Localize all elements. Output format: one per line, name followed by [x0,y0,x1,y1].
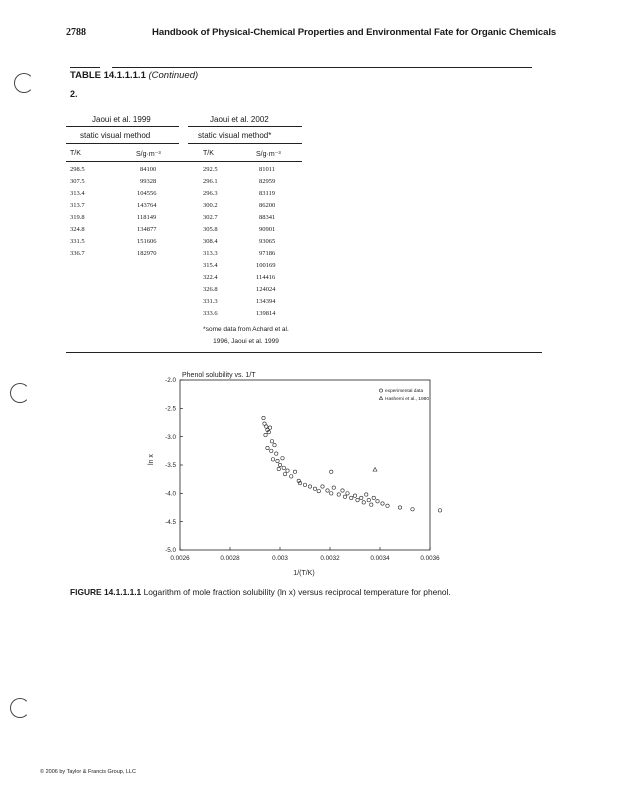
data-point-s0-32 [337,493,340,496]
data-point-s0-18 [286,469,289,472]
g2-t-1: 296.1 [203,178,218,185]
g1-s-7: 182970 [137,250,157,257]
chart-title: Phenol solubility vs. 1/T [182,372,256,379]
g2-t-10: 326.8 [203,286,218,293]
g1-t-5: 324.8 [70,226,85,233]
g1-t-1: 307.5 [70,178,85,185]
g1-t-7: 336.7 [70,250,85,257]
x-tick-label-1: 0.0028 [220,555,240,562]
y-tick-label-6: -5.0 [165,547,176,555]
table-note-line2: 1996, Jaoui et al. 1999 [213,338,279,345]
group2-rule-1 [188,126,302,127]
data-point-s0-8 [266,446,269,449]
x-tick-label-5: 0.0036 [420,555,440,562]
g1-s-6: 151606 [137,238,157,245]
y-tick-label-5: -4.5 [165,518,176,526]
data-point-s0-6 [268,426,271,429]
g2-s-6: 93065 [259,238,276,245]
data-point-s0-42 [367,498,370,501]
table-title-number: TABLE 14.1.1.1.1 [70,70,146,81]
group2-col-s: S/g·m⁻³ [256,151,281,158]
figure-caption-text: Logarithm of mole fraction solubility (ln x) versus reciprocal temperature for phenol. [143,587,451,597]
phenol-solubility-chart [140,370,450,580]
group2-rule-2 [188,143,302,144]
g2-s-4: 88341 [259,214,276,221]
x-tick-label-0: 0.0026 [170,555,190,562]
data-point-s0-46 [381,502,384,505]
data-points [262,416,442,512]
g2-s-1: 82959 [259,178,276,185]
g2-t-7: 313.3 [203,250,218,257]
x-ticks [170,547,440,562]
x-tick-label-2: 0.003 [272,555,288,562]
data-point-s0-0 [262,416,265,419]
g1-s-3: 143764 [137,202,157,209]
g1-s-1: 99328 [140,178,157,185]
data-point-s0-9 [270,449,273,452]
g2-s-10: 124024 [256,286,276,293]
y-tick-label-2: -3.0 [165,433,176,441]
g2-s-0: 81011 [259,166,276,173]
group1-col-t: T/K [70,150,81,157]
table-title [70,70,198,81]
data-point-s0-15 [278,463,281,466]
data-point-s0-34 [343,495,346,498]
data-point-s0-21 [293,470,296,473]
data-point-s0-37 [353,494,356,497]
data-point-s0-36 [350,496,353,499]
group1-author: Jaoui et al. 1999 [92,115,151,124]
data-point-s0-31 [332,486,335,489]
g1-s-5: 134877 [137,226,157,233]
g2-t-11: 331.3 [203,298,218,305]
data-point-s0-13 [276,459,279,462]
g2-t-4: 302.7 [203,214,218,221]
g2-t-5: 305.8 [203,226,218,233]
g2-s-8: 100169 [256,262,276,269]
g1-t-3: 313.7 [70,202,85,209]
x-tick-label-3: 0.0032 [320,555,340,562]
g2-t-8: 315.4 [203,262,218,269]
group2-author: Jaoui et al. 2002 [210,115,269,124]
group1-col-s: S/g·m⁻³ [136,151,161,158]
data-point-s0-25 [308,485,311,488]
data-point-s0-24 [303,483,306,486]
table-note-line1: *some data from Achard et al. [203,326,289,333]
data-point-s0-20 [290,475,293,478]
group2-method: static visual method* [198,131,272,140]
g1-s-0: 84100 [140,166,157,173]
g2-s-5: 90901 [259,226,276,233]
table-header-rule [66,161,302,162]
legend-entry-experimental: experimental data [385,389,424,394]
punch-hole-bottom [10,698,30,718]
data-point-s0-29 [326,489,329,492]
group1-rule-1 [66,126,179,127]
g1-t-0: 298.5 [70,166,85,173]
punch-hole-top [14,73,34,93]
data-point-s0-43 [370,503,373,506]
legend-marker-triangle [379,397,382,400]
running-title: Handbook of Physical-Chemical Properties and Environmental Fate for Organic Chemicals [152,27,557,38]
data-point-s0-26 [313,487,316,490]
data-point-s0-27 [317,489,320,492]
data-point-s0-35 [346,492,349,495]
g2-t-6: 308.4 [203,238,218,245]
data-point-s0-47 [386,504,389,507]
data-point-s0-39 [360,496,363,499]
data-point-s0-17 [282,466,285,469]
g2-t-2: 296.3 [203,190,218,197]
title-rule [112,67,532,68]
data-point-s0-49 [411,508,414,511]
data-point-s0-50 [438,509,441,512]
g1-s-4: 118149 [137,214,157,221]
group2-col-t: T/K [203,150,214,157]
g2-t-3: 300.2 [203,202,218,209]
data-point-s1-0 [373,468,377,472]
data-point-s0-51 [330,470,333,473]
data-point-s0-2 [265,425,268,428]
y-tick-label-3: -3.5 [165,462,176,470]
g2-s-9: 114416 [256,274,276,281]
legend-marker-circle [379,389,382,392]
data-point-s0-44 [372,496,375,499]
data-point-s0-19 [283,472,286,475]
data-point-s0-7 [270,440,273,443]
y-tick-label-1: -2.5 [165,405,176,413]
g2-s-11: 134394 [256,298,276,305]
group1-rule-2 [66,143,179,144]
g2-s-3: 86200 [259,202,276,209]
data-point-s0-33 [341,489,344,492]
copyright: © 2006 by Taylor & Francis Group, LLC [40,769,136,775]
plot-frame [180,380,430,550]
g2-s-7: 97186 [259,250,276,257]
y-tick-label-4: -4.0 [165,490,176,498]
data-point-s0-38 [356,498,359,501]
figure-caption [70,587,451,597]
figure-number: FIGURE 14.1.1.1.1 [70,587,142,597]
g2-t-12: 333.6 [203,310,218,317]
data-point-s0-11 [275,452,278,455]
title-rule-short [70,67,100,68]
g1-s-2: 104556 [137,190,157,197]
data-point-s0-28 [321,485,324,488]
g2-s-2: 83119 [259,190,276,197]
data-point-s0-40 [362,501,365,504]
g1-t-6: 331.5 [70,238,85,245]
g1-t-4: 319.8 [70,214,85,221]
data-point-s0-12 [271,458,274,461]
table-title-continued: (Continued) [148,70,199,81]
y-axis-label: ln x [148,454,155,465]
y-tick-label-0: -2.0 [165,377,176,385]
punch-hole-middle [10,383,30,403]
g2-t-0: 292.5 [203,166,218,173]
page-number: 2788 [66,27,86,38]
data-point-s0-45 [376,500,379,503]
group1-method: static visual method [80,131,151,140]
data-point-s0-14 [281,457,284,460]
data-point-s0-30 [330,492,333,495]
data-point-s0-41 [365,493,368,496]
legend-entry-hashemi: Hashemi et al., 1980 [385,397,429,402]
data-point-s0-5 [264,433,267,436]
data-point-s0-48 [398,506,401,509]
table-bottom-rule [66,352,542,353]
x-axis-label: 1/(T/K) [293,570,315,577]
data-point-s0-10 [273,443,276,446]
g1-t-2: 313.4 [70,190,85,197]
x-tick-label-4: 0.0034 [370,555,390,562]
g2-s-12: 139814 [256,310,276,317]
table-sub-number: 2. [70,89,78,99]
data-point-s0-16 [277,467,280,470]
g2-t-9: 322.4 [203,274,218,281]
